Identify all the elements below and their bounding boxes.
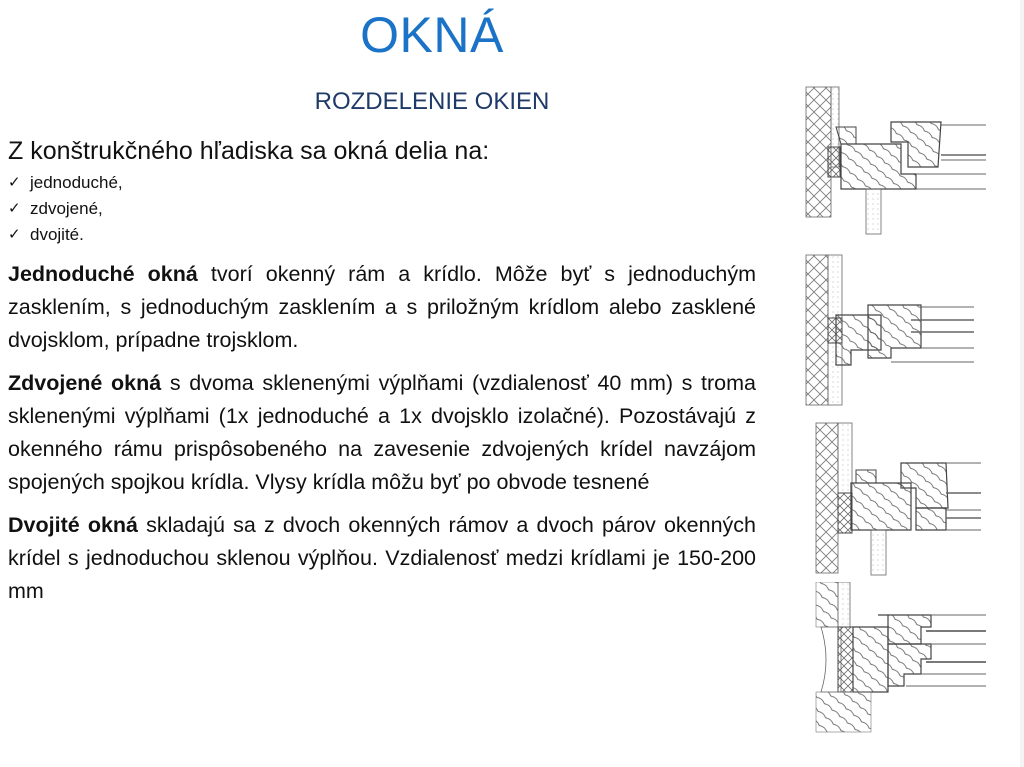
checkmark-icon: ✓ (8, 200, 21, 217)
intro-text: Z konštrukčného hľadiska sa okná delia na: (8, 137, 490, 165)
term-double-windows: Dvojité okná (8, 513, 138, 537)
paragraph-single-windows (8, 258, 756, 357)
checkmark-icon: ✓ (8, 226, 21, 243)
list-item (8, 222, 756, 248)
paragraph-text: skladajú sa z dvoch okenných rámov a dvoch párov okenných krídel s jednoduchou sklenou výplňou. Vzdialenosť medzi krídlami je 150-200 mm (8, 513, 756, 603)
list-item-label: zdvojené, (30, 199, 103, 218)
single-window-section-drawing (796, 82, 996, 247)
paragraph-text: s dvoma sklenenými výplňami (vzdialenosť 40 mm) s troma sklenenými výplňami (1x jednoduché a 1x dvojsklo izolačné). Pozostávajú z okenného rámu prispôsobeného na zavesenie zdvojených krídel navzájom spojených spojkou krídla. Vlysy krídla môžu byť po obvode tesnené (8, 371, 756, 494)
paragraph-double-windows (8, 509, 756, 608)
term-single-windows: Jednoduché okná (8, 262, 198, 286)
window-section-drawings (796, 82, 996, 762)
list-item (8, 170, 756, 196)
checkmark-icon: ✓ (8, 174, 21, 191)
single-window-coupled-sash-section-drawing (796, 250, 996, 415)
list-item-label: jednoduché, (30, 173, 123, 192)
slide-body (8, 134, 756, 608)
slide-title: OKNÁ (360, 7, 504, 63)
double-window-section-drawing (796, 582, 996, 752)
paragraph-text: tvorí okenný rám a krídlo. Môže byť s jednoduchým zasklením, s jednoduchým zasklením a s priložným krídlom alebo zasklené dvojsklom, prípadne trojsklom. (8, 262, 756, 352)
paragraph-coupled-windows (8, 367, 756, 499)
term-coupled-windows: Zdvojené okná (8, 371, 162, 395)
list-item (8, 196, 756, 222)
slide-edge (1020, 0, 1024, 767)
slide-subtitle: ROZDELENIE OKIEN (314, 88, 550, 115)
list-item-label: dvojité. (30, 225, 84, 244)
window-types-list (8, 170, 756, 248)
coupled-window-section-drawing (796, 418, 996, 583)
